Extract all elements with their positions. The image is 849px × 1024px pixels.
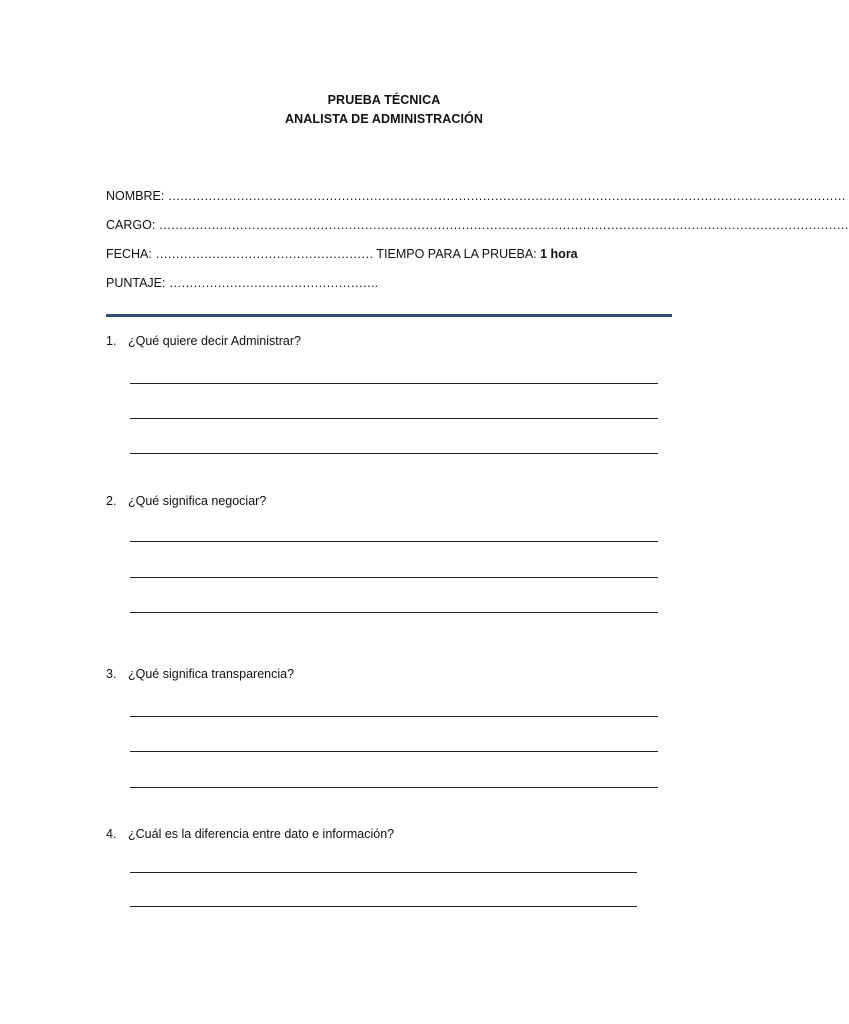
- puntaje-label: PUNTAJE:: [106, 276, 166, 290]
- cargo-field[interactable]: [106, 218, 849, 232]
- answer-line[interactable]: [130, 577, 658, 578]
- question-number: 2.: [106, 494, 117, 508]
- answer-line[interactable]: [130, 716, 658, 717]
- answer-line[interactable]: [130, 751, 658, 752]
- answer-line[interactable]: [130, 906, 637, 907]
- answer-line[interactable]: [130, 612, 658, 613]
- answer-line[interactable]: [130, 541, 658, 542]
- question-number: 1.: [106, 334, 117, 348]
- question-3: [106, 667, 294, 681]
- cargo-blank: ………………………………………………………………………………………………………………………………………………………: [158, 218, 849, 232]
- question-2: [106, 494, 266, 508]
- tiempo-value: 1 hora: [540, 247, 578, 261]
- nombre-label: NOMBRE:: [106, 189, 165, 203]
- document-title: PRUEBA TÉCNICA: [327, 93, 441, 107]
- document-subtitle: ANALISTA DE ADMINISTRACIÓN: [285, 112, 483, 126]
- fecha-label: FECHA:: [106, 247, 152, 261]
- answer-line[interactable]: [130, 872, 637, 873]
- nombre-blank: ……………………………………………………………………………………………………………………………………………………: [167, 189, 846, 203]
- question-text: ¿Cuál es la diferencia entre dato e información?: [128, 827, 395, 841]
- question-text: ¿Qué significa transparencia?: [128, 667, 295, 681]
- question-4: [106, 827, 394, 841]
- question-text: ¿Qué quiere decir Administrar?: [128, 334, 301, 348]
- question-1: [106, 334, 301, 348]
- puntaje-field[interactable]: [106, 276, 406, 290]
- puntaje-blank: …………………………………………….: [168, 276, 378, 290]
- answer-line[interactable]: [130, 383, 658, 384]
- tiempo-label: TIEMPO PARA LA PRUEBA:: [376, 247, 537, 261]
- nombre-field[interactable]: [106, 189, 846, 203]
- question-number: 3.: [106, 667, 117, 681]
- question-text: ¿Qué significa negociar?: [128, 494, 267, 508]
- question-number: 4.: [106, 827, 117, 841]
- fecha-field[interactable]: [106, 247, 666, 261]
- fecha-blank: ………………………………………………: [155, 247, 374, 261]
- answer-line[interactable]: [130, 418, 658, 419]
- answer-line[interactable]: [130, 787, 658, 788]
- section-divider: [106, 314, 672, 317]
- answer-line[interactable]: [130, 453, 658, 454]
- cargo-label: CARGO:: [106, 218, 156, 232]
